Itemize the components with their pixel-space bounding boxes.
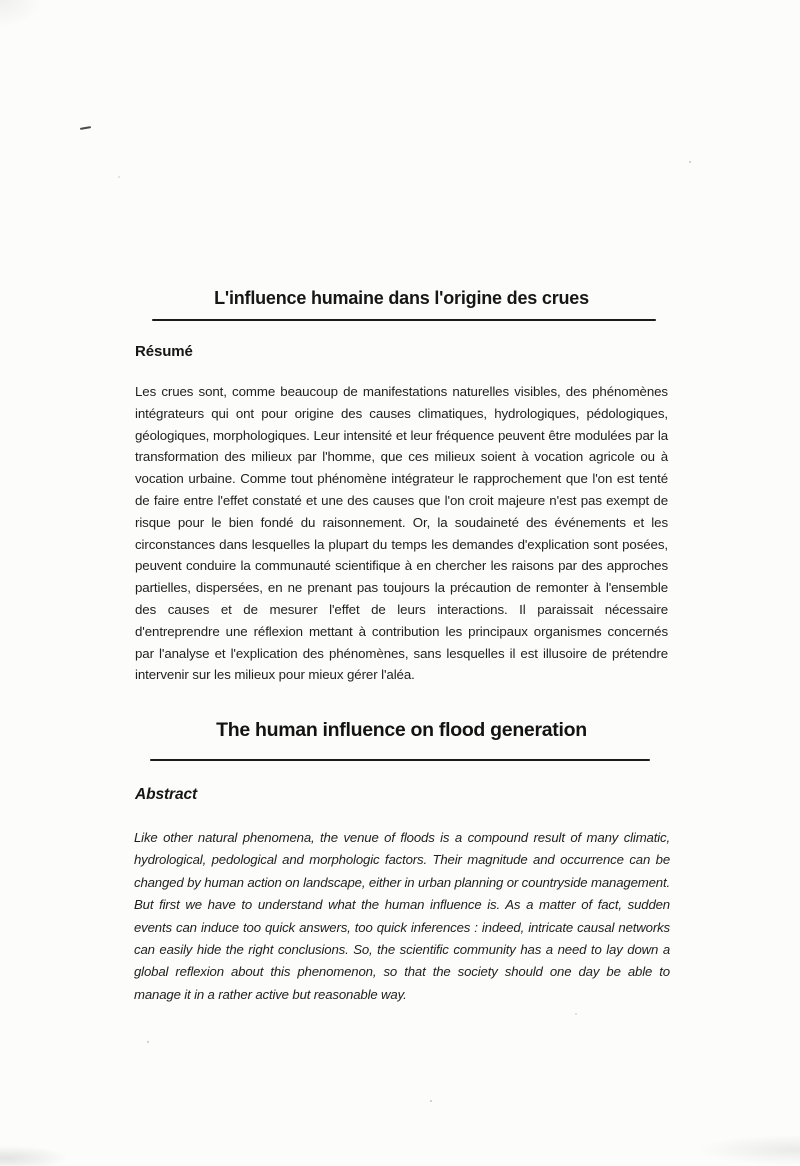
scan-speck (689, 161, 691, 163)
scan-speck (430, 1100, 432, 1102)
english-title-underline (150, 759, 650, 761)
pen-mark (80, 126, 91, 130)
resume-heading: Résumé (135, 343, 193, 360)
scan-speck (575, 1013, 577, 1015)
scan-speck (147, 1041, 149, 1043)
english-title: The human influence on flood generation (216, 719, 587, 741)
french-title-underline (152, 319, 656, 321)
english-abstract-text: Like other natural phenomena, the venue of floods is a compound result of many climatic, hydrological, pedological and morphologic factors. Their magnitude and occurrence can be changed by human action on landscape, either in urban planning or countryside management. But first we have to understand what the human influence is. As a matter of fact, sudden events can induce too quick answers, too quick inferences : indeed, intricate causal networks can easily hide the right conclusions. So, the scientific community has a need to lay down a global reflexion about this phenomenon, so that the society should one day be able to manage it in a rather active but reasonable way. (134, 830, 670, 1002)
french-abstract-text: Les crues sont, comme beaucoup de manifestations naturelles visibles, des phénomènes intégrateurs qui ont pour origine des causes climatiques, hydrologiques, pédologiques, géologiques, morphologiques. Leur intensité et leur fréquence peuvent être modulées par la transformation des milieux par l'homme, que ces milieux soient à vocation agricole ou à vocation urbaine. Comme tout phénomène intégrateur le rapprochement que l'on est tenté de faire entre l'effet constaté et une des causes que l'on croit majeure n'est pas exempt de risque pour le bien fondé du raisonnement. Or, la soudaineté des événements et les circonstances dans lesquelles la plupart du temps les demandes d'explication sont posées, peuvent conduire la communauté scientifique à en chercher les raisons par des approches partielles, dispersées, en ne prenant pas toujours la précaution de remonter à l'ensemble des causes et de mesurer l'effet de leurs interactions. Il paraissait nécessaire d'entreprendre une réflexion mettant à contribution les principaux organismes concernés par l'analyse et l'explication des phénomènes, sans lesquelles il est illusoire de prétendre intervenir sur les milieux pour mieux gérer l'aléa. (135, 384, 668, 683)
abstract-heading: Abstract (135, 786, 198, 803)
french-title: L'influence humaine dans l'origine des crues (214, 288, 589, 308)
scan-speck (118, 176, 120, 178)
